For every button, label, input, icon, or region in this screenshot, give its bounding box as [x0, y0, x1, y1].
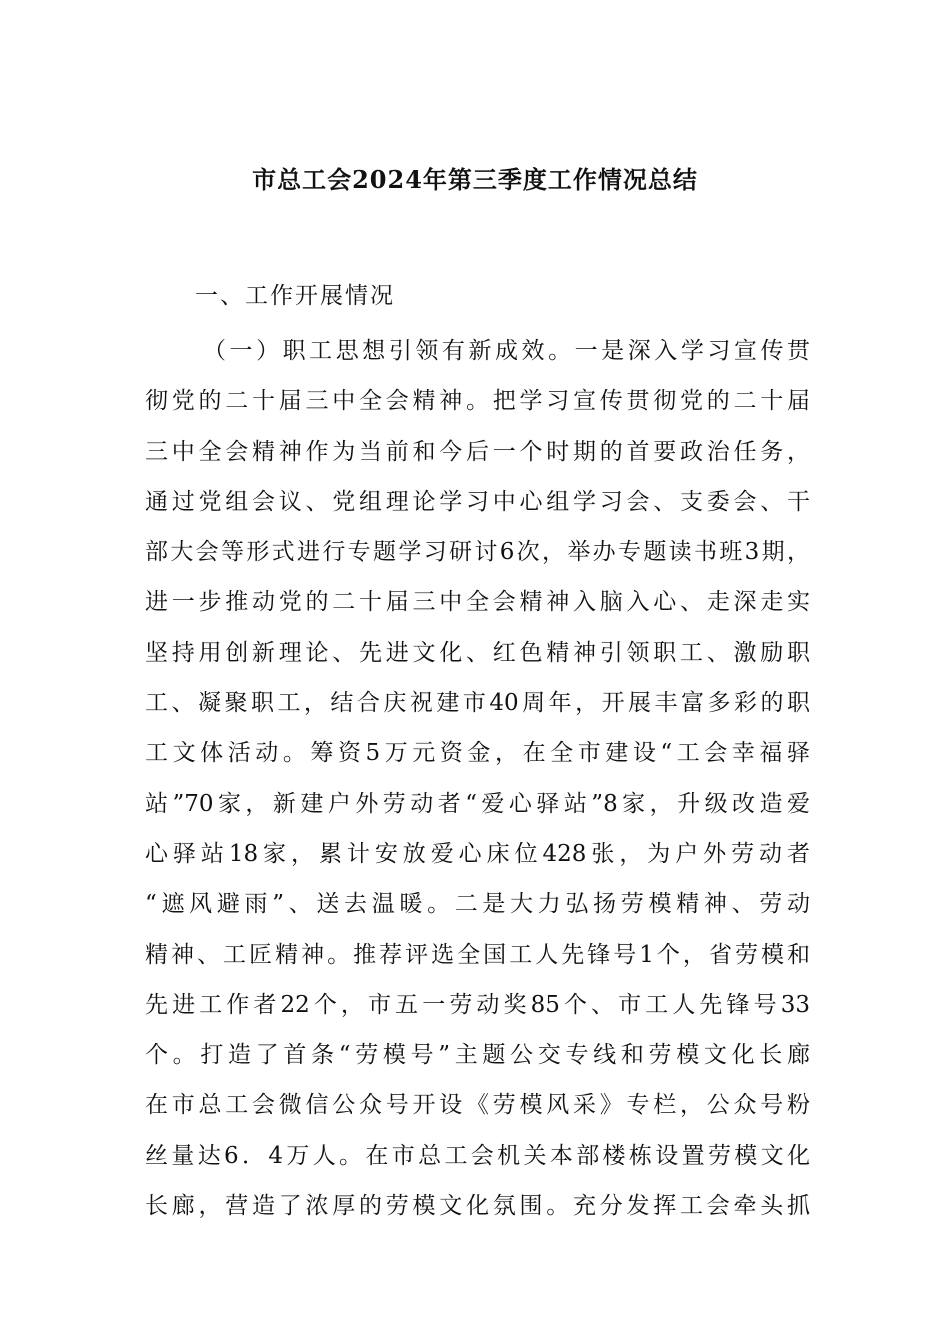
body-line: 丝量达6．4万人。在市总工会机关本部楼栋设置劳模文化: [145, 1142, 810, 1169]
body-line: 工、凝聚职工，结合庆祝建市40周年，开展丰富多彩的职: [145, 690, 810, 717]
body-line: 彻党的二十届三中全会精神。把学习宣传贯彻党的二十届: [145, 388, 810, 415]
body-line: 个。打造了首条“劳模号”主题公交专线和劳模文化长廊: [145, 1042, 810, 1069]
body-line: 工文体活动。筹资5万元资金，在全市建设“工会幸福驿: [145, 740, 810, 767]
body-line: 站”70家，新建户外劳动者“爱心驿站”8家，升级改造爱: [145, 790, 810, 817]
section-heading: 一、工作开展情况: [195, 283, 395, 309]
body-line: 精神、工匠精神。推荐评选全国工人先锋号1个，省劳模和: [145, 941, 810, 968]
body-line: （一）职工思想引领有新成效。一是深入学习宣传贯: [203, 338, 810, 364]
body-line: “遮风避雨”、送去温暖。二是大力弘扬劳模精神、劳动: [145, 891, 810, 918]
document-title: 市总工会2024年第三季度工作情况总结: [252, 165, 698, 194]
body-line: 三中全会精神作为当前和今后一个时期的首要政治任务，: [145, 438, 810, 465]
body-line: 通过党组会议、党组理论学习中心组学习会、支委会、干: [145, 488, 810, 515]
body-line: 长廊，营造了浓厚的劳模文化氛围。充分发挥工会牵头抓: [145, 1193, 810, 1220]
body-line: 先进工作者22个，市五一劳动奖85个、市工人先锋号33: [145, 991, 810, 1018]
body-line: 进一步推动党的二十届三中全会精神入脑入心、走深走实: [145, 589, 810, 616]
body-line: 坚持用创新理论、先进文化、红色精神引领职工、激励职: [145, 639, 810, 666]
body-line: 心驿站18家，累计安放爱心床位428张，为户外劳动者: [145, 840, 810, 867]
body-line: 在市总工会微信公众号开设《劳模风采》专栏，公众号粉: [145, 1092, 810, 1119]
body-line: 部大会等形式进行专题学习研讨6次，举办专题读书班3期，: [145, 539, 810, 566]
body-text: [145, 326, 810, 1231]
